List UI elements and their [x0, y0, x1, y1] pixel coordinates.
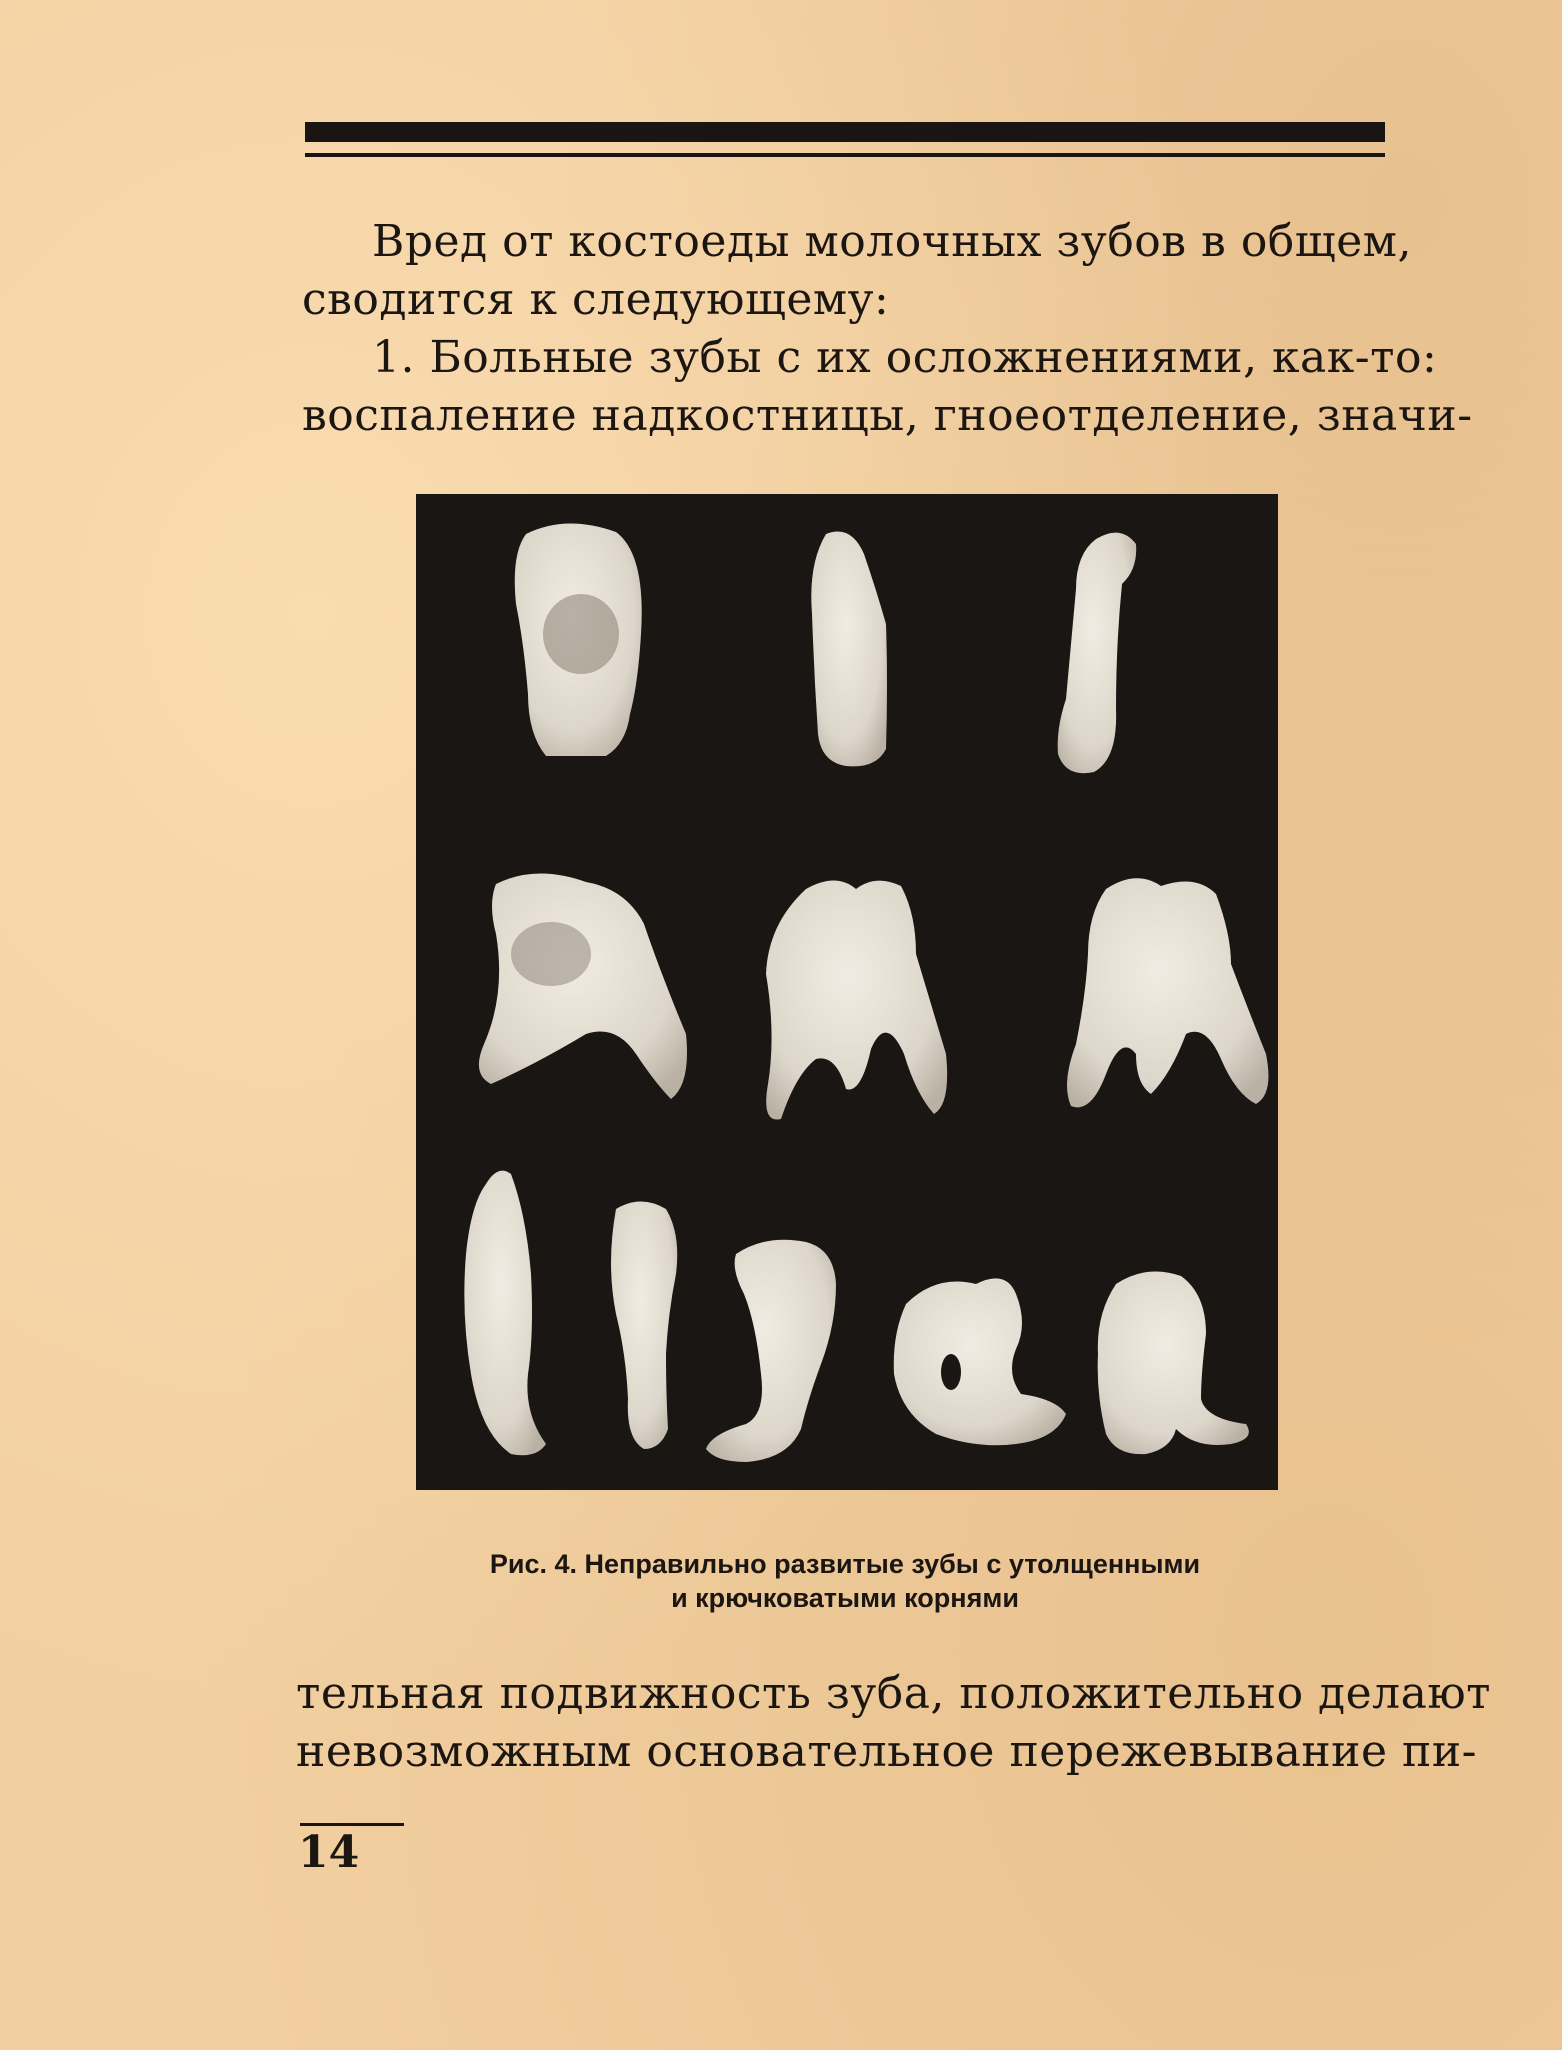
- header-rule-thick: [305, 122, 1385, 142]
- tooth-8: [611, 1202, 677, 1450]
- tooth-2: [811, 532, 887, 767]
- tooth-5: [766, 881, 947, 1120]
- page-number-rule: [300, 1823, 404, 1826]
- paragraph-line-6: невозможным основательное пережевывание пи-: [296, 1726, 1478, 1777]
- tooth-11: [1098, 1272, 1249, 1455]
- tooth-9: [706, 1240, 836, 1462]
- tooth-3: [1058, 533, 1137, 774]
- tooth-7: [464, 1171, 546, 1456]
- page-number: 14: [298, 1827, 360, 1878]
- teeth-photograph: [416, 494, 1278, 1490]
- tooth-6: [1067, 878, 1268, 1107]
- tooth-10: [894, 1278, 1066, 1445]
- paragraph-line-5: тельная подвижность зуба, положительно делают: [296, 1668, 1492, 1719]
- tooth-4: [479, 873, 687, 1099]
- paragraph-line-1: Вред от костоеды молочных зубов в общем,: [372, 216, 1412, 267]
- header-rule-thin: [305, 153, 1385, 157]
- paragraph-line-4: воспаление надкостницы, гноеотделение, значи-: [302, 390, 1473, 441]
- figure-caption-line-1: Рис. 4. Неправильно развитые зубы с утолщенными: [489, 1549, 1201, 1579]
- figure-caption-line-2: и крючковатыми корнями: [671, 1583, 1019, 1613]
- paragraph-line-2: сводится к следующему:: [302, 274, 890, 325]
- paragraph-line-3: 1. Больные зубы с их осложнениями, как-то:: [372, 332, 1438, 383]
